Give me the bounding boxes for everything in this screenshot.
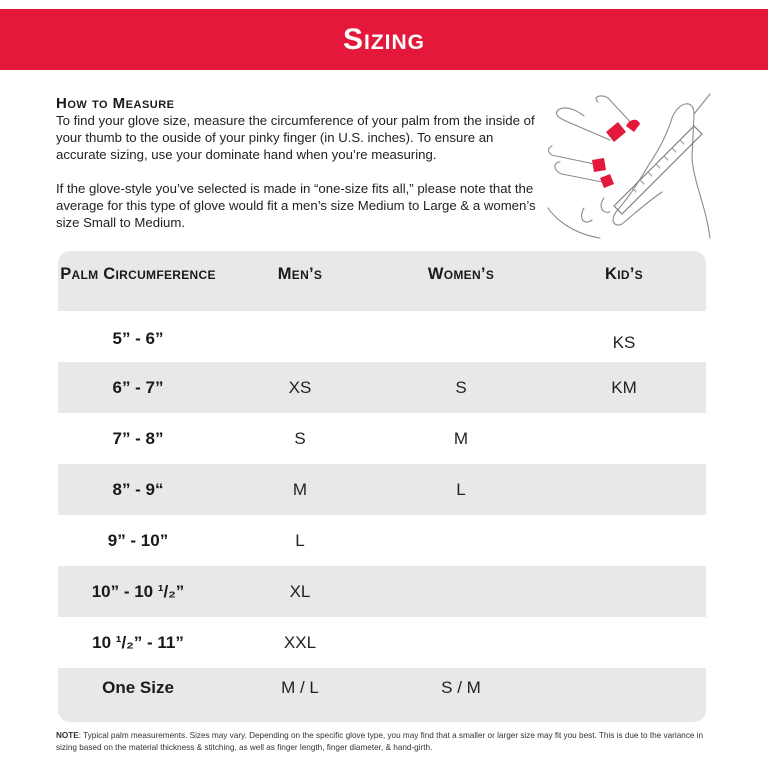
mens-cell: M: [292, 479, 308, 499]
table-row: [58, 464, 706, 515]
table-row: [58, 515, 706, 566]
sizing-table: [58, 251, 706, 722]
mens-cell: S: [294, 428, 306, 448]
palm-cell: One Size: [102, 678, 174, 697]
measure-instructions: To find your glove size, measure the circumference of your palm from the inside of your thumb to the ouside of your pinky finger (in U.S. inches). To ensure an accurate sizing, use your dominate hand when you’re measuring.: [56, 113, 535, 162]
table-header-row: [58, 251, 706, 311]
table-row: [58, 413, 706, 464]
womens-cell: S: [455, 377, 467, 397]
note-label: NOTE: [56, 731, 79, 740]
mens-cell: M / L: [281, 678, 319, 697]
table-row: [58, 311, 706, 362]
kids-cell: KS: [612, 332, 636, 352]
palm-cell: 10 ¹/₂” - 11”: [92, 632, 184, 652]
palm-cell: 6” - 7”: [112, 377, 164, 397]
kids-cell: KM: [611, 377, 637, 397]
header-mens: Men’s: [277, 265, 323, 283]
how-to-measure-heading: How to Measure: [56, 95, 175, 112]
table-row: [58, 362, 706, 413]
palm-cell: 8” - 9“: [112, 479, 164, 499]
mens-cell: XL: [289, 581, 311, 601]
mens-cell: XXL: [283, 632, 317, 652]
palm-cell: 9” - 10”: [107, 530, 169, 550]
palm-cell: 10” - 10 ¹/₂”: [91, 581, 185, 601]
womens-cell: M: [453, 428, 469, 448]
footnote: [56, 730, 716, 754]
hand-measuring-tape-icon: [544, 88, 712, 240]
how-to-measure-section: [56, 95, 540, 231]
table-row: [58, 668, 706, 722]
table-row: [58, 617, 706, 668]
page-title: Sizing: [342, 22, 425, 56]
header-palm-circumference: Palm Circumference: [60, 265, 216, 283]
palm-cell: 7” - 8”: [112, 428, 164, 448]
note-text: : Typical palm measurements. Sizes may vary. Depending on the specific glove type, you may find that a smaller or larger size may fit you best. This is due to the variance in sizing based on the material thickness & stitching, as well as finger length, finger diameter, & hand-girth.: [56, 731, 704, 752]
mens-cell: XS: [288, 377, 312, 397]
table-row: [58, 566, 706, 617]
sizing-banner: [0, 9, 768, 70]
womens-cell: L: [456, 479, 466, 499]
header-womens: Women’s: [427, 265, 495, 283]
palm-cell: 5” - 6”: [112, 328, 164, 348]
womens-cell: S / M: [441, 678, 481, 697]
one-size-note: If the glove-style you’ve selected is made in “one-size fits all,” please note that the average for this type of glove would fit a men’s size Medium to Large & a women’s size Small to Medium.: [56, 181, 536, 230]
header-kids: Kid’s: [604, 265, 643, 283]
mens-cell: L: [295, 530, 305, 550]
